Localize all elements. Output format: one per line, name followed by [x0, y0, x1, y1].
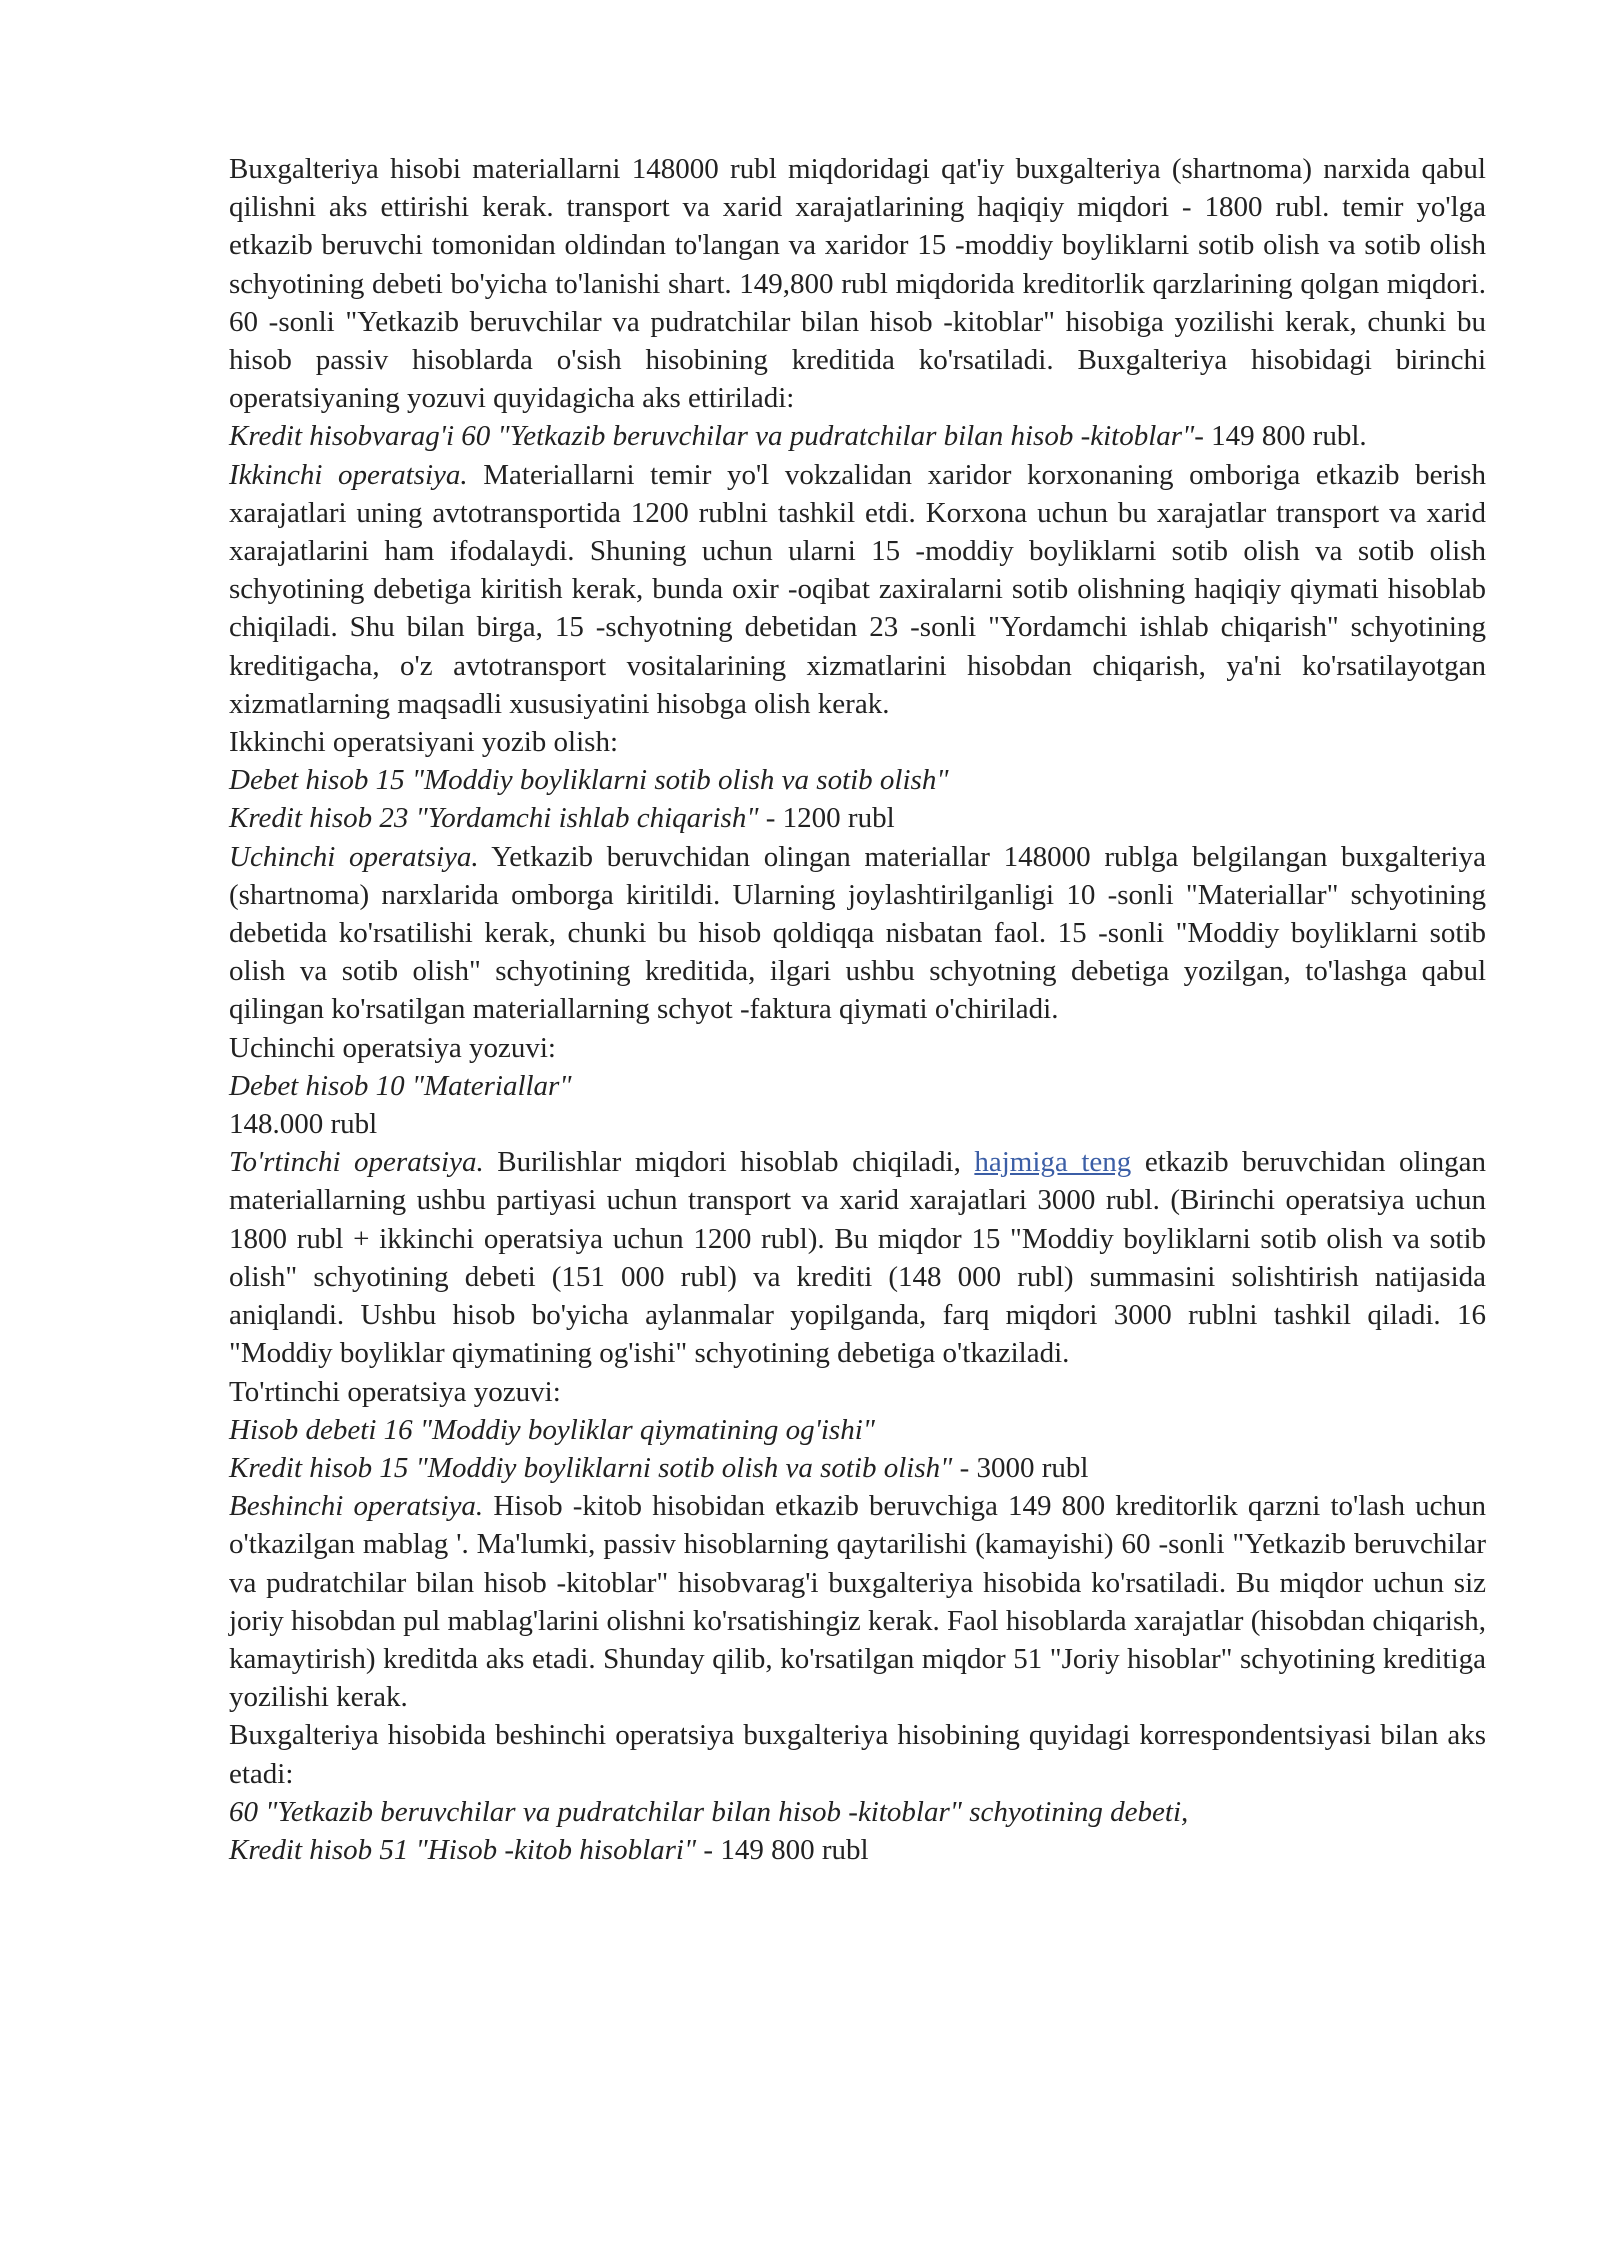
italic-text-run: Debet hisob 15 "Moddiy boyliklarni sotib olish va sotib olish" — [229, 764, 949, 797]
paragraph — [229, 1411, 1486, 1449]
paragraph — [229, 1105, 1486, 1143]
paragraph — [229, 1143, 1486, 1372]
italic-text-run: Kredit hisobvarag'i 60 "Yetkazib beruvchilar va pudratchilar bilan hisob -kitoblar" — [229, 420, 1195, 453]
paragraph — [229, 723, 1486, 761]
paragraph — [229, 838, 1486, 1029]
text-run: To'rtinchi operatsiya yozuvi: — [229, 1375, 561, 1408]
inline-link[interactable]: hajmiga teng — [974, 1146, 1132, 1179]
paragraph — [229, 150, 1486, 417]
text-run: Hisob -kitob hisobidan etkazib beruvchiga 149 800 kreditorlik qarzni to'lash uchun o'tkazilgan mablag '. Ma'lumki, passiv hisoblarning qaytarilishi (kamayishi) 60 -sonli "Yetkazib beruvchilar va pudratchilar bilan hisob -kitoblar" hisobvarag'i buxgalteriya hisobida ko'rsatiladi. Bu miqdor uchun siz joriy hisobdan pul mablag'larini olishni ko'rsatishingiz kerak. Faol hisoblarda xarajatlar (hisobdan chiqarish, kamaytirish) kreditda aks etadi. Shunday qilib, ko'rsatilgan miqdor 51 "Joriy hisoblar" schyotining kreditiga yozilishi kerak. — [229, 1490, 1486, 1714]
paragraph — [229, 1831, 1486, 1869]
text-run: - 1200 rubl — [758, 802, 895, 835]
paragraph — [229, 456, 1486, 723]
text-run: Buxgalteriya hisobida beshinchi operatsiya buxgalteriya hisobining quyidagi korrespondentsiyasi bilan aks etadi: — [229, 1719, 1486, 1790]
text-run: - 3000 rubl — [952, 1451, 1089, 1484]
italic-text-run: Ikkinchi operatsiya. — [229, 458, 468, 491]
paragraph — [229, 1716, 1486, 1792]
paragraph — [229, 1487, 1486, 1716]
italic-text-run: Kredit hisob 15 "Moddiy boyliklarni sotib olish va sotib olish" — [229, 1451, 953, 1484]
italic-text-run: To'rtinchi operatsiya. — [229, 1146, 484, 1179]
paragraph — [229, 799, 1486, 837]
text-run: etkazib beruvchidan olingan materiallarning ushbu partiyasi uchun transport va xarid xarajatlari 3000 rubl. (Birinchi operatsiya uchun 1800 rubl + ikkinchi operatsiya uchun 1200 rubl). Bu miqdor 15 "Moddiy boyliklarni sotib olish va sotib olish" schyotining debeti (151 000 rubl) va krediti (148 000 rubl) summasini solishtirish natijasida aniqlandi. Ushbu hisob bo'yicha aylanmalar yopilganda, farq miqdori 3000 rublni tashkil qiladi. 16 "Moddiy boyliklar qiymatining og'ishi" schyotining debetiga o'tkaziladi. — [229, 1146, 1486, 1370]
text-run: Buxgalteriya hisobi materiallarni 148000 rubl miqdoridagi qat'iy buxgalteriya (shartnoma) narxida qabul qilishni aks ettirishi kerak. transport va xarid xarajatlarining haqiqiy miqdori - 1800 rubl. temir yo'lga etkazib beruvchi tomonidan oldindan to'langan va xaridor 15 -moddiy boyliklarni sotib olish va sotib olish schyotining debeti bo'yicha to'lanishi shart. 149,800 rubl miqdorida kreditorlik qarzlarining qolgan miqdori. 60 -sonli "Yetkazib beruvchilar va pudratchilar bilan hisob -kitoblar" hisobiga yozilishi kerak, chunki bu hisob passiv hisoblarda o'sish hisobining kreditida ko'rsatiladi. Buxgalteriya hisobidagi birinchi operatsiyaning yozuvi quyidagicha aks ettiriladi: — [229, 153, 1486, 415]
document-page — [229, 150, 1486, 1869]
paragraph — [229, 1449, 1486, 1487]
text-run: Ikkinchi operatsiyani yozib olish: — [229, 726, 619, 759]
italic-text-run: Hisob debeti 16 "Moddiy boyliklar qiymatining og'ishi" — [229, 1413, 875, 1446]
italic-text-run: Debet hisob 10 "Materiallar" — [229, 1069, 572, 1102]
italic-text-run: Uchinchi operatsiya. — [229, 840, 479, 873]
italic-text-run: Kredit hisob 51 "Hisob -kitob hisoblari" — [229, 1833, 697, 1866]
text-run: Materiallarni temir yo'l vokzalidan xaridor korxonaning omboriga etkazib berish xarajatlari uning avtotransportida 1200 rublni tashkil etdi. Korxona uchun bu xarajatlar transport va xarid xarajatlarini ham ifodalaydi. Shuning uchun ularni 15 -moddiy boyliklarni sotib olish va sotib olish schyotining debetiga kiritish kerak, bunda oxir -oqibat zaxiralarni sotib olishning haqiqiy qiymati hisoblab chiqiladi. Shu bilan birga, 15 -schyotning debetidan 23 -sonli "Yordamchi ishlab chiqarish" schyotining kreditigacha, o'z avtotransport vositalarining xizmatlarini hisobdan chiqarish, ya'ni ko'rsatilayotgan xizmatlarning maqsadli xususiyatini hisobga olish kerak. — [229, 458, 1487, 720]
paragraph — [229, 1793, 1486, 1831]
italic-text-run: 60 "Yetkazib beruvchilar va pudratchilar bilan hisob -kitoblar" schyotining debeti, — [229, 1795, 1189, 1828]
paragraph — [229, 761, 1486, 799]
paragraph — [229, 1067, 1486, 1105]
italic-text-run: Kredit hisob 23 "Yordamchi ishlab chiqarish" — [229, 802, 759, 835]
paragraph — [229, 417, 1486, 455]
paragraph — [229, 1373, 1486, 1411]
paragraph — [229, 1029, 1486, 1067]
text-run: Burilishlar miqdori hisoblab chiqiladi, — [483, 1146, 975, 1179]
text-run: - 149 800 rubl — [696, 1833, 869, 1866]
text-run: Uchinchi operatsiya yozuvi: — [229, 1031, 556, 1064]
text-run: Yetkazib beruvchidan olingan materiallar 148000 rublga belgilangan buxgalteriya (shartnoma) narxlarida omborga kiritildi. Ularning joylashtirilganligi 10 -sonli "Materiallar" schyotining debetida ko'rsatilishi kerak, chunki bu hisob qoldiqqa nisbatan faol. 15 -sonli "Moddiy boyliklarni sotib olish va sotib olish" schyotining kreditida, ilgari ushbu schyotning debetiga yozilgan, to'lashga qabul qilingan ko'rsatilgan materiallarning schyot -faktura qiymati o'chiriladi. — [229, 840, 1486, 1026]
text-run: 148.000 rubl — [229, 1108, 378, 1141]
text-run: - 149 800 rubl. — [1194, 420, 1367, 453]
italic-text-run: Beshinchi operatsiya. — [229, 1490, 484, 1523]
